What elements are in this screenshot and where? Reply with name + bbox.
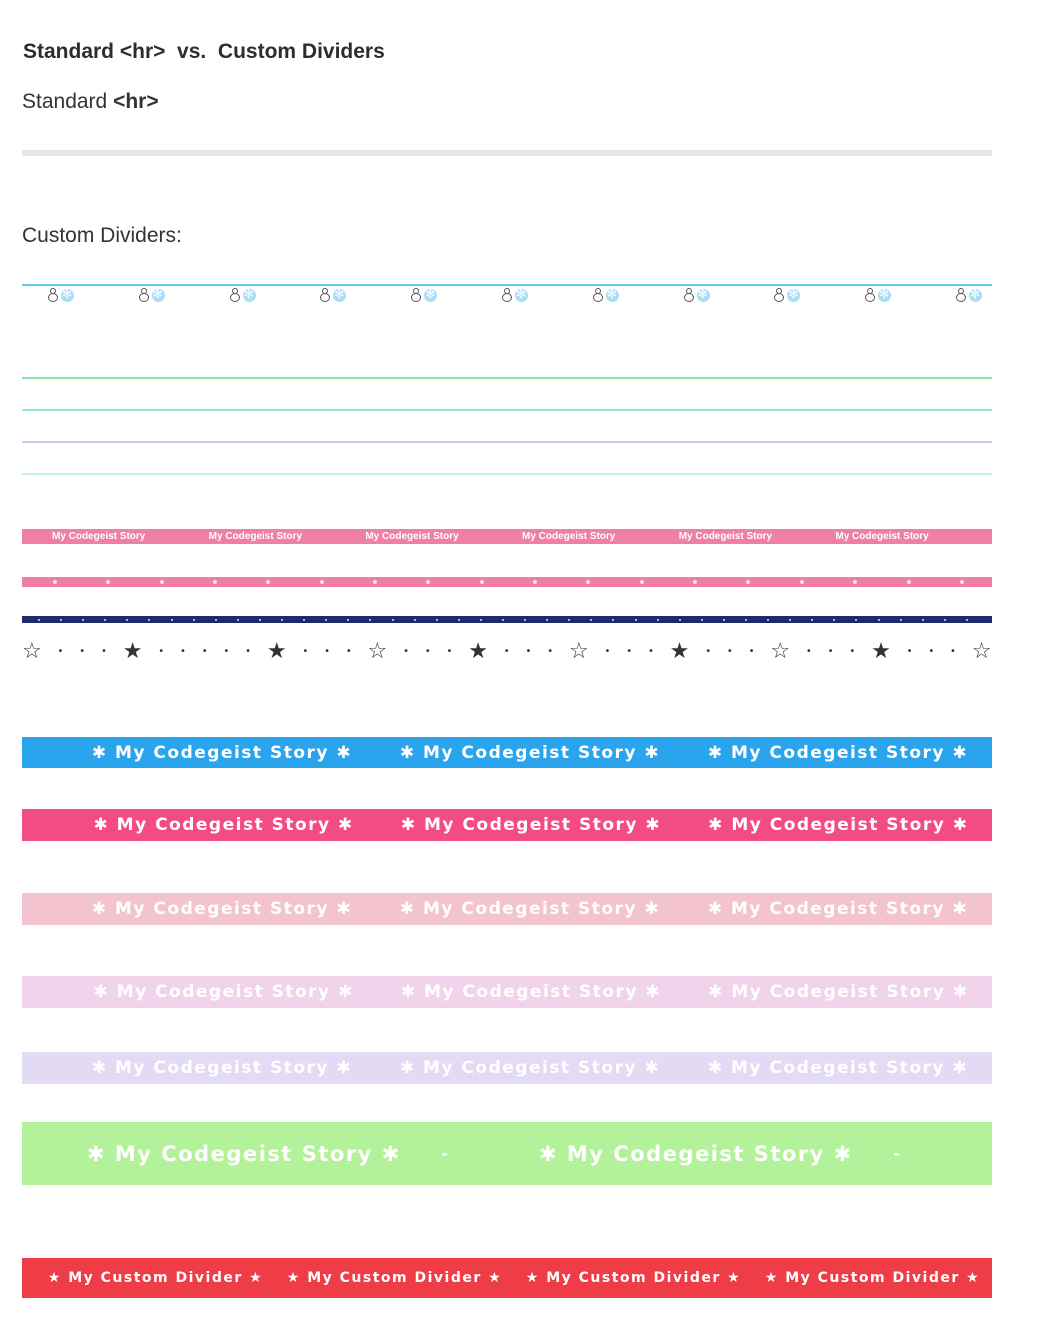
snowman-icon (592, 288, 604, 302)
snow-unit (501, 287, 528, 303)
dot-icon: • (950, 646, 956, 657)
dot-icon (789, 619, 791, 621)
dot-icon: • (705, 646, 712, 657)
dot-icon: • (345, 646, 352, 657)
dot-icon (193, 619, 195, 621)
banner-text: ✱ My Codegeist Story ✱ (708, 815, 969, 835)
banner-separator: - (893, 1144, 902, 1163)
dot-icon (612, 619, 614, 621)
dot-icon: • (245, 646, 252, 657)
dot-icon: • (100, 646, 107, 657)
dot-icon: • (604, 646, 611, 657)
banner-text: ✱ My Codegeist Story ✱ (399, 899, 661, 919)
dot-icon (568, 619, 570, 621)
star-outline-icon: ☆ (971, 639, 992, 664)
snow-unit (138, 287, 165, 303)
snowflake-icon (787, 289, 800, 302)
strip-text: My Codegeist Story (835, 531, 929, 542)
dot-icon (320, 580, 324, 584)
banner-text: ✱ My Codegeist Story ✱ (539, 1141, 853, 1166)
blue-banner-divider (22, 737, 992, 768)
snowflake-icon (424, 289, 437, 302)
snowflake-icon (697, 289, 710, 302)
dot-icon: • (726, 646, 733, 657)
strip-text: My Codegeist Story (522, 531, 616, 542)
snowflake-icon (878, 289, 891, 302)
dot-icon (237, 619, 239, 621)
dot-icon (944, 619, 946, 621)
banner-text: ✱ My Codegeist Story ✱ (400, 815, 662, 835)
snowman-icon (773, 288, 785, 302)
dot-icon (693, 580, 697, 584)
dot-icon: • (158, 646, 165, 657)
star-outline-icon: ☆ (22, 639, 42, 664)
banner-text: ✱ My Codegeist Story ✱ (399, 1058, 661, 1078)
dot-icon (657, 619, 659, 621)
dot-icon (907, 580, 911, 584)
dot-icon: • (201, 646, 208, 657)
banner-text: ✱ My Codegeist Story ✱ (93, 815, 354, 835)
snowman-icon (410, 288, 422, 302)
snow-unit (410, 287, 437, 303)
dot-icon (635, 619, 637, 621)
dot-icon: • (906, 646, 913, 657)
banner-text: ✱ My Codegeist Story ✱ (91, 899, 353, 919)
dot-icon: • (403, 646, 409, 657)
dot-icon (679, 619, 681, 621)
dot-icon (160, 580, 164, 584)
hot-pink-banner-divider (22, 809, 992, 841)
dot-icon (325, 619, 327, 621)
dot-icon: • (302, 646, 309, 657)
dot-icon (640, 580, 644, 584)
dot-icon (213, 580, 217, 584)
strip-text: My Codegeist Story (52, 531, 146, 542)
page-title: Standard <hr> vs. Custom Dividers (23, 40, 385, 63)
dot-icon: • (79, 646, 86, 657)
snow-unit (47, 287, 74, 303)
star-outline-icon: ☆ (568, 639, 589, 664)
custom-dividers-label: Custom Dividers: (22, 224, 182, 247)
dot-icon (922, 619, 924, 621)
banner-text: ✱ My Codegeist Story ✱ (707, 1058, 969, 1078)
dot-icon (767, 619, 769, 621)
winter-divider-icons (22, 287, 992, 303)
dot-icon: • (928, 646, 935, 657)
dot-icon (900, 619, 902, 621)
lavender-banner-divider (22, 1052, 992, 1084)
snowman-icon (683, 288, 695, 302)
green-line-divider (22, 377, 992, 379)
snowman-icon (864, 288, 876, 302)
banner-text: ✱ My Codegeist Story ✱ (91, 742, 353, 763)
dot-icon (104, 619, 106, 621)
star-filled-icon: ★ (266, 639, 287, 664)
star-filled-icon: ★ (871, 639, 891, 664)
snowflake-icon (333, 289, 346, 302)
dot-icon (281, 619, 283, 621)
dot-icon (590, 619, 592, 621)
star-divider (22, 638, 992, 666)
star-filled-icon: ★ (669, 639, 690, 664)
snowflake-icon (152, 289, 165, 302)
dot-icon (148, 619, 150, 621)
dot-icon (745, 619, 747, 621)
snowflake-icon (969, 289, 982, 302)
standard-hr (22, 150, 992, 156)
banner-text: ✱ My Codegeist Story ✱ (708, 982, 969, 1002)
snowman-icon (138, 288, 150, 302)
dot-icon (369, 619, 371, 621)
dot-icon (373, 580, 377, 584)
dot-icon (458, 619, 460, 621)
strip-text: My Codegeist Story (678, 531, 773, 542)
banner-text: ✱ My Codegeist Story ✱ (399, 742, 661, 763)
snowman-icon (501, 288, 513, 302)
dot-icon: • (805, 646, 812, 657)
dot-icon (171, 619, 173, 621)
dot-icon (833, 619, 835, 621)
star-filled-icon: ★ (122, 639, 143, 664)
dot-icon: • (849, 646, 856, 657)
dot-icon (546, 619, 548, 621)
snow-unit (683, 287, 710, 303)
dot-icon (60, 619, 62, 621)
dot-icon (414, 619, 416, 621)
standard-label-tag: <hr> (113, 90, 159, 113)
banner-text: ✱ My Codegeist Story ✱ (707, 899, 969, 919)
snowflake-icon (61, 289, 74, 302)
dot-icon: • (525, 646, 532, 657)
dot-icon: • (179, 646, 186, 657)
dot-icon (960, 580, 964, 584)
strip-text: My Codegeist Story (208, 531, 303, 542)
dot-icon: • (626, 646, 633, 657)
dot-icon (106, 580, 110, 584)
lavender-line-divider (22, 441, 992, 443)
dot-icon (426, 580, 430, 584)
dot-icon (266, 580, 270, 584)
dot-icon (480, 580, 484, 584)
banner-text: ★ My Custom Divider ★ (47, 1270, 264, 1286)
dot-icon (800, 580, 804, 584)
dot-icon: • (424, 646, 431, 657)
dot-icon (392, 619, 394, 621)
standard-label-prefix: Standard (22, 90, 114, 113)
teal-line-divider (22, 409, 992, 411)
banner-separator: - (441, 1144, 450, 1163)
lilac-banner-divider (22, 976, 992, 1008)
dot-icon: • (748, 646, 755, 657)
dot-icon (853, 580, 857, 584)
snowflake-icon (606, 289, 619, 302)
snow-unit (864, 287, 891, 303)
dot-icon (480, 619, 482, 621)
pink-text-strip-divider (22, 529, 992, 544)
navy-dotted-divider (22, 616, 992, 623)
red-banner-divider (22, 1258, 992, 1298)
banner-text: ★ My Custom Divider ★ (286, 1270, 503, 1286)
snowflake-icon (515, 289, 528, 302)
dot-icon (855, 619, 857, 621)
dot-icon (126, 619, 128, 621)
dot-icon (701, 619, 703, 621)
standard-label (22, 90, 159, 114)
dot-icon (215, 619, 217, 621)
dot-icon (966, 619, 968, 621)
dot-icon: • (324, 646, 331, 657)
dot-icon (53, 580, 57, 584)
banner-text: ★ My Custom Divider ★ (525, 1270, 742, 1286)
green-banner-divider (22, 1122, 992, 1185)
snowman-icon (955, 288, 967, 302)
dot-icon: • (223, 646, 230, 657)
pink-dotted-divider (22, 577, 992, 587)
dot-icon (347, 619, 349, 621)
star-outline-icon: ☆ (367, 639, 388, 664)
banner-text: ✱ My Codegeist Story ✱ (707, 742, 969, 763)
dot-icon: • (446, 646, 453, 657)
dot-icon (586, 580, 590, 584)
dot-icon (524, 619, 526, 621)
banner-text: ✱ My Codegeist Story ✱ (93, 982, 354, 1002)
snowman-icon (229, 288, 241, 302)
dot-icon: • (57, 646, 64, 657)
dot-icon (811, 619, 813, 621)
snow-unit (773, 287, 800, 303)
dot-icon: • (647, 646, 654, 657)
dot-icon (878, 619, 880, 621)
star-outline-icon: ☆ (770, 639, 791, 664)
snow-unit (592, 287, 619, 303)
mint-line-divider (22, 473, 992, 475)
star-filled-icon: ★ (468, 639, 488, 664)
rose-banner-divider (22, 893, 992, 925)
dot-icon (303, 619, 305, 621)
dot-icon: • (827, 646, 834, 657)
dot-icon (38, 619, 40, 621)
dot-icon (436, 619, 438, 621)
dot-icon (502, 619, 504, 621)
dot-icon (533, 580, 537, 584)
dot-icon (746, 580, 750, 584)
dot-icon: • (547, 646, 554, 657)
snow-unit (229, 287, 256, 303)
snow-unit (955, 287, 982, 303)
dot-icon: • (503, 646, 510, 657)
snowman-icon (319, 288, 331, 302)
snowflake-icon (243, 289, 256, 302)
banner-text: ✱ My Codegeist Story ✱ (400, 982, 662, 1002)
dot-icon (259, 619, 261, 621)
snowman-icon (47, 288, 59, 302)
dot-icon (82, 619, 84, 621)
snow-unit (319, 287, 346, 303)
winter-divider-line (22, 284, 992, 286)
dot-icon (723, 619, 725, 621)
banner-text: ✱ My Codegeist Story ✱ (91, 1058, 353, 1078)
strip-text: My Codegeist Story (365, 531, 459, 542)
banner-text: ★ My Custom Divider ★ (764, 1270, 981, 1286)
banner-text: ✱ My Codegeist Story ✱ (87, 1141, 401, 1166)
